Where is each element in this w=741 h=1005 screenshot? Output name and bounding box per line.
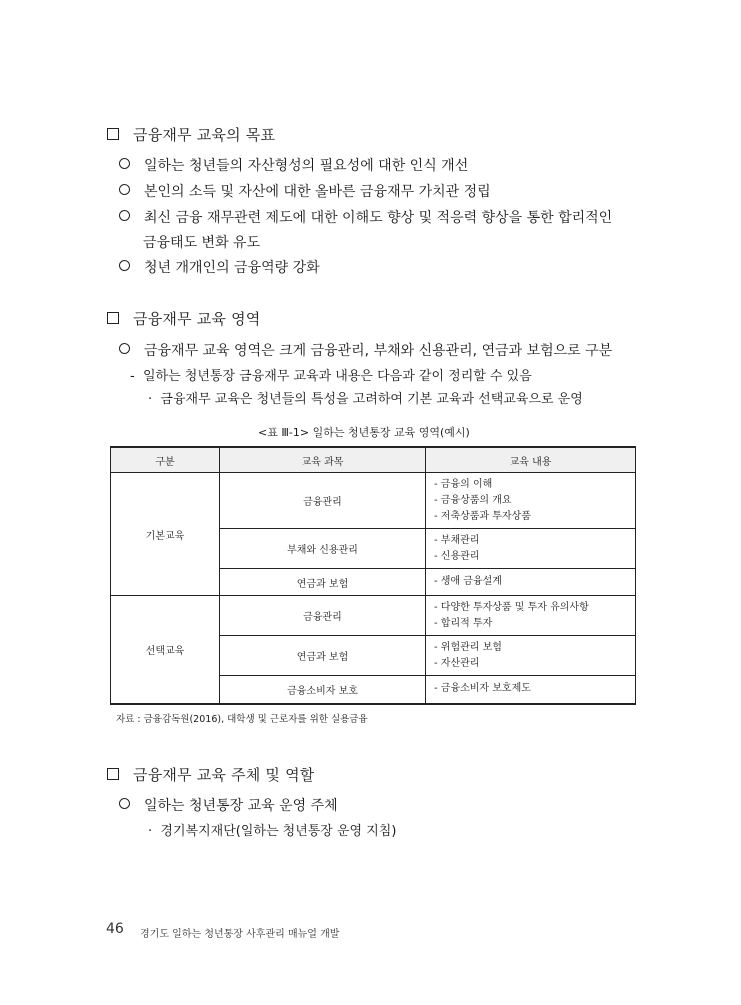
- goal-item: 본인의 소득 및 자산에 대한 올바른 금융재무 가치관 정립: [119, 181, 491, 201]
- content-line: - 금융소비자 보호제도: [434, 683, 531, 695]
- subject-cell: 연금과 보험: [220, 569, 426, 596]
- dot-bullet: ·: [148, 392, 153, 407]
- circle-bullet-icon: [119, 184, 130, 195]
- area-subsubitem: · 금융재무 교육은 청년들의 특성을 고려하여 기본 교육과 선택교육으로 운영: [148, 392, 583, 407]
- goal-item: 최신 금융 재무관련 제도에 대한 이해도 향상 및 적응력 향상을 통한 합리적인: [119, 207, 612, 227]
- table-row: [111, 596, 636, 636]
- subject-cell: 금융관리: [220, 473, 426, 529]
- content-cell: [426, 529, 636, 569]
- subject-cell: 부채와 신용관리: [220, 529, 426, 569]
- dash-bullet: -: [130, 369, 135, 384]
- area-subitem: - 일하는 청년통장 금융재무 교육과 내용은 다음과 같이 정리할 수 있음: [130, 369, 532, 384]
- content-line: - 생애 금융설계: [434, 576, 502, 587]
- checkbox-square-icon: [107, 768, 119, 780]
- subject-cell: 연금과 보험: [220, 636, 426, 676]
- checkbox-square-icon: [107, 128, 119, 140]
- table-header-row: [111, 447, 636, 473]
- content-cell: [426, 569, 636, 596]
- content-line: - 자산관리: [434, 657, 480, 669]
- footer-title: 경기도 일하는 청년통장 사후관리 매뉴얼 개발: [140, 929, 340, 940]
- circle-bullet-icon: [119, 798, 130, 809]
- table-row: [111, 473, 636, 529]
- goal-item: 청년 개개인의 금융역량 강화: [119, 257, 320, 277]
- content-line: - 합리적 투자: [434, 617, 493, 629]
- content-cell: [426, 636, 636, 676]
- content-cell: [426, 676, 636, 704]
- subject-cell: 금융관리: [220, 596, 426, 636]
- header-subject: 교육 과목: [220, 447, 426, 473]
- content-line: - 다양한 투자상품 및 투자 유의사항: [434, 601, 589, 613]
- circle-bullet-icon: [119, 260, 130, 271]
- header-content: 교육 내용: [426, 447, 636, 473]
- section-heading-areas: 금융재무 교육 영역: [107, 308, 260, 329]
- goal-item-continuation: 금융태도 변화 유도: [143, 235, 261, 251]
- content-line: - 위험관리 보험: [434, 641, 502, 653]
- content-cell: [426, 473, 636, 529]
- roles-item: 일하는 청년통장 교육 운영 주체: [119, 795, 338, 815]
- area-item: 금융재무 교육 영역은 크게 금융관리, 부채와 신용관리, 연금과 보험으로 구분: [119, 340, 612, 360]
- group-cell: 기본교육: [111, 473, 220, 596]
- section-heading-roles: 금융재무 교육 주체 및 역할: [107, 764, 314, 785]
- table-caption: <표 Ⅲ-1> 일하는 청년통장 교육 영역(예시): [258, 426, 470, 439]
- content-line: - 신용관리: [434, 550, 480, 562]
- circle-bullet-icon: [119, 210, 130, 221]
- content-line: - 부채관리: [434, 534, 480, 546]
- content-line: - 저축상품과 투자상품: [434, 510, 531, 522]
- education-areas-table: [110, 446, 636, 705]
- table-source: 자료 : 금융감독원(2016), 대학생 및 근로자를 위한 실용금융: [116, 714, 368, 725]
- header-category: 구분: [111, 447, 220, 473]
- content-line: - 금융상품의 개요: [434, 494, 512, 506]
- dot-bullet: ·: [148, 824, 153, 839]
- goal-item: 일하는 청년들의 자산형성의 필요성에 대한 인식 개선: [119, 155, 468, 175]
- page-number: 46: [106, 921, 124, 937]
- content-cell: [426, 596, 636, 636]
- circle-bullet-icon: [119, 343, 130, 354]
- content-line: - 금융의 이해: [434, 478, 493, 490]
- group-cell: 선택교육: [111, 596, 220, 704]
- roles-subsubitem: · 경기복지재단(일하는 청년통장 운영 지침): [148, 824, 397, 839]
- circle-bullet-icon: [119, 158, 130, 169]
- checkbox-square-icon: [107, 312, 119, 324]
- subject-cell: 금융소비자 보호: [220, 676, 426, 704]
- section-heading-goals: 금융재무 교육의 목표: [107, 124, 275, 145]
